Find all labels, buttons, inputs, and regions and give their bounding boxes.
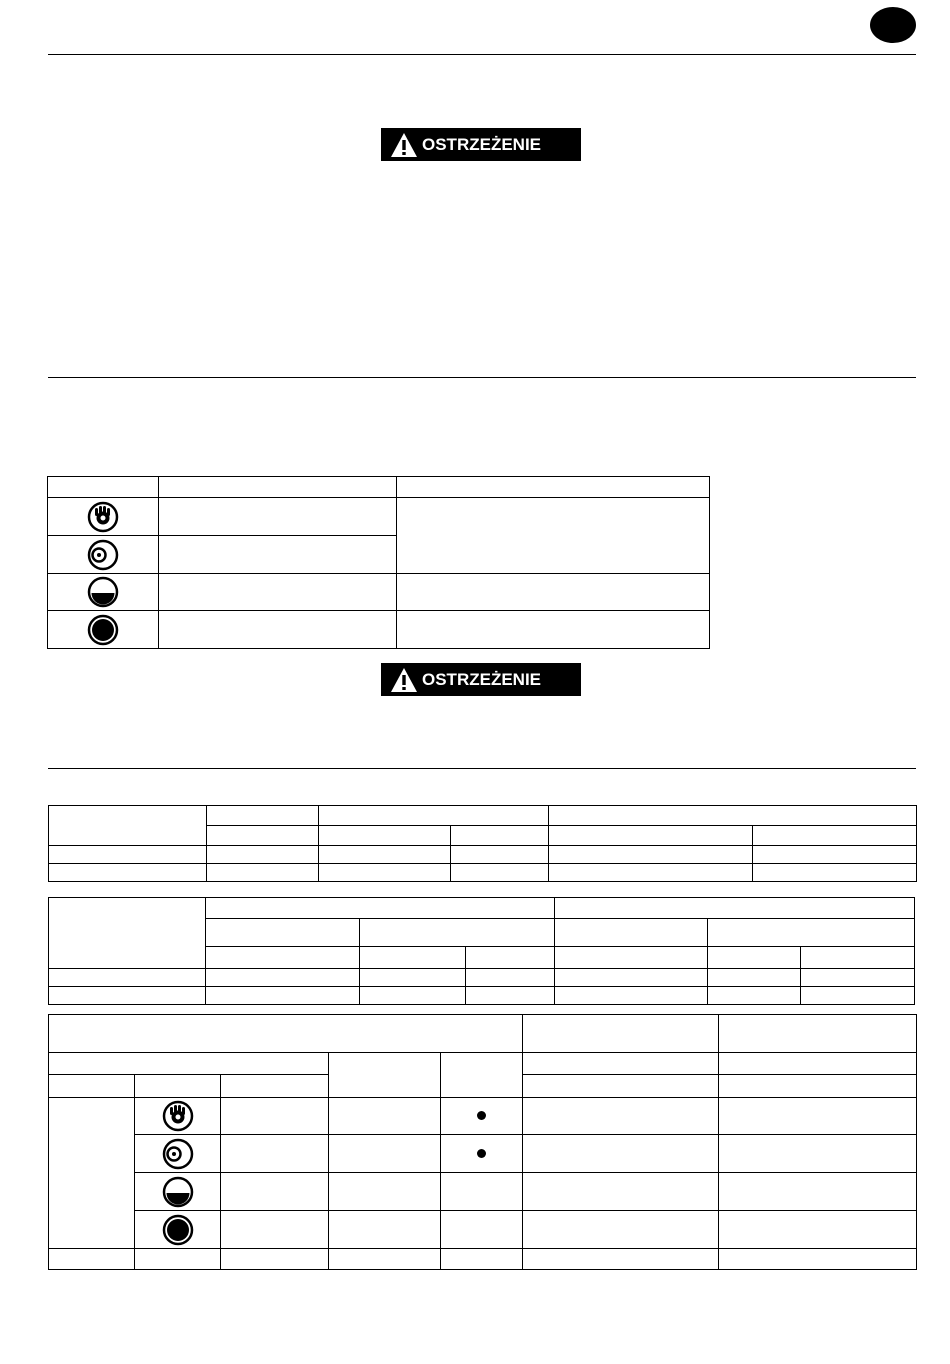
- filled-circle-icon: [162, 1214, 194, 1246]
- table-header-cell: [549, 806, 917, 826]
- table-cell: [549, 864, 753, 882]
- table-cell: [135, 1249, 221, 1270]
- table-cell: [221, 1098, 329, 1135]
- table-cell: [329, 1098, 441, 1135]
- table-header-cell: [206, 898, 555, 919]
- table-cell: [360, 969, 466, 987]
- table-cell: [397, 574, 710, 611]
- section-divider: [48, 377, 916, 378]
- table-header-cell: [719, 1015, 917, 1053]
- table-cell: [221, 1249, 329, 1270]
- hub-ring-icon: [87, 539, 119, 571]
- table-header-cell: [329, 1053, 441, 1098]
- table-cell: [159, 498, 397, 536]
- table-header-cell: [523, 1075, 719, 1098]
- table-cell: [329, 1249, 441, 1270]
- table-cell: [206, 987, 360, 1005]
- hand-hub-icon: [162, 1100, 194, 1132]
- section-divider: [48, 768, 916, 769]
- hand-hub-icon: [87, 501, 119, 533]
- table-cell: [397, 611, 710, 649]
- table-header-cell: [360, 947, 466, 969]
- table-cell: [753, 846, 917, 864]
- table-header-cell: [207, 806, 319, 826]
- table-cell: [49, 846, 207, 864]
- table-cell: [441, 1135, 523, 1173]
- table-icon-cell: [135, 1211, 221, 1249]
- table-header-cell: [753, 826, 917, 846]
- table-cell: [397, 498, 710, 574]
- table-header-cell: [49, 1053, 329, 1075]
- language-badge: [870, 7, 916, 43]
- table-cell: [49, 1098, 135, 1249]
- table-header-cell: [523, 1015, 719, 1053]
- table-header-cell: [555, 947, 708, 969]
- table-header-cell: [135, 1075, 221, 1098]
- table-cell: [319, 846, 451, 864]
- table-cell: [360, 987, 466, 1005]
- table-icon-cell: [48, 611, 159, 649]
- filled-circle-icon: [87, 614, 119, 646]
- table-cell: [221, 1211, 329, 1249]
- table-header-cell: [719, 1075, 917, 1098]
- table-cell: [801, 987, 915, 1005]
- table-header-cell: [49, 1015, 523, 1053]
- table-cell: [719, 1211, 917, 1249]
- spec-table-1: [48, 805, 917, 882]
- table-header-cell: [49, 806, 207, 846]
- section-divider: [48, 54, 916, 55]
- table-cell: [451, 846, 549, 864]
- half-filled-circle-icon: [162, 1176, 194, 1208]
- mode-table: [47, 476, 710, 649]
- table-cell: [49, 864, 207, 882]
- table-cell: [206, 969, 360, 987]
- warning-banner: [381, 128, 581, 161]
- warning-banner: [381, 663, 581, 696]
- warning-label: OSTRZEŻENIE: [422, 669, 542, 689]
- table-cell: [49, 969, 206, 987]
- warning-triangle-icon: [390, 667, 418, 693]
- table-header-cell: [397, 477, 710, 498]
- table-cell: [49, 1249, 135, 1270]
- table-header-cell: [523, 1053, 719, 1075]
- table-cell: [555, 969, 708, 987]
- half-filled-circle-icon: [87, 576, 119, 608]
- table-header-cell: [719, 1053, 917, 1075]
- table-cell: [708, 969, 801, 987]
- table-cell: [329, 1135, 441, 1173]
- bullet-dot: [477, 1149, 486, 1158]
- table-header-cell: [319, 826, 451, 846]
- table-header-cell: [207, 826, 319, 846]
- table-header-cell: [466, 947, 555, 969]
- table-cell: [523, 1173, 719, 1211]
- table-header-cell: [708, 919, 915, 947]
- table-cell: [719, 1173, 917, 1211]
- table-header-cell: [549, 826, 753, 846]
- table-cell: [441, 1098, 523, 1135]
- table-cell: [523, 1098, 719, 1135]
- table-header-cell: [319, 806, 549, 826]
- table-cell: [451, 864, 549, 882]
- table-icon-cell: [135, 1173, 221, 1211]
- table-cell: [221, 1173, 329, 1211]
- table-cell: [441, 1249, 523, 1270]
- hub-ring-icon: [162, 1138, 194, 1170]
- table-header-cell: [49, 898, 206, 969]
- table-cell: [159, 611, 397, 649]
- table-header-cell: [555, 919, 708, 947]
- table-header-cell: [206, 919, 360, 947]
- table-header-cell: [159, 477, 397, 498]
- table-cell: [329, 1211, 441, 1249]
- table-cell: [207, 846, 319, 864]
- warning-triangle-icon: [390, 132, 418, 158]
- table-cell: [159, 574, 397, 611]
- bullet-dot: [477, 1111, 486, 1120]
- table-cell: [708, 987, 801, 1005]
- table-icon-cell: [48, 574, 159, 611]
- table-header-cell: [48, 477, 159, 498]
- table-cell: [319, 864, 451, 882]
- table-cell: [719, 1098, 917, 1135]
- table-cell: [207, 864, 319, 882]
- table-cell: [555, 987, 708, 1005]
- table-cell: [801, 969, 915, 987]
- table-header-cell: [221, 1075, 329, 1098]
- table-cell: [753, 864, 917, 882]
- spec-table-3: [48, 1014, 917, 1270]
- table-icon-cell: [48, 498, 159, 536]
- table-cell: [523, 1249, 719, 1270]
- table-cell: [523, 1211, 719, 1249]
- table-cell: [159, 536, 397, 574]
- table-header-cell: [441, 1053, 523, 1098]
- table-icon-cell: [135, 1135, 221, 1173]
- table-header-cell: [49, 1075, 135, 1098]
- table-cell: [466, 987, 555, 1005]
- table-cell: [441, 1211, 523, 1249]
- table-icon-cell: [135, 1098, 221, 1135]
- table-cell: [441, 1173, 523, 1211]
- table-cell: [466, 969, 555, 987]
- table-icon-cell: [48, 536, 159, 574]
- table-header-cell: [451, 826, 549, 846]
- table-header-cell: [801, 947, 915, 969]
- table-cell: [221, 1135, 329, 1173]
- spec-table-2: [48, 897, 915, 1005]
- table-header-cell: [708, 947, 801, 969]
- table-cell: [49, 987, 206, 1005]
- warning-label: OSTRZEŻENIE: [422, 134, 542, 154]
- table-cell: [549, 846, 753, 864]
- table-header-cell: [555, 898, 915, 919]
- table-header-cell: [206, 947, 360, 969]
- table-cell: [523, 1135, 719, 1173]
- table-cell: [329, 1173, 441, 1211]
- table-cell: [719, 1135, 917, 1173]
- table-header-cell: [360, 919, 555, 947]
- table-cell: [719, 1249, 917, 1270]
